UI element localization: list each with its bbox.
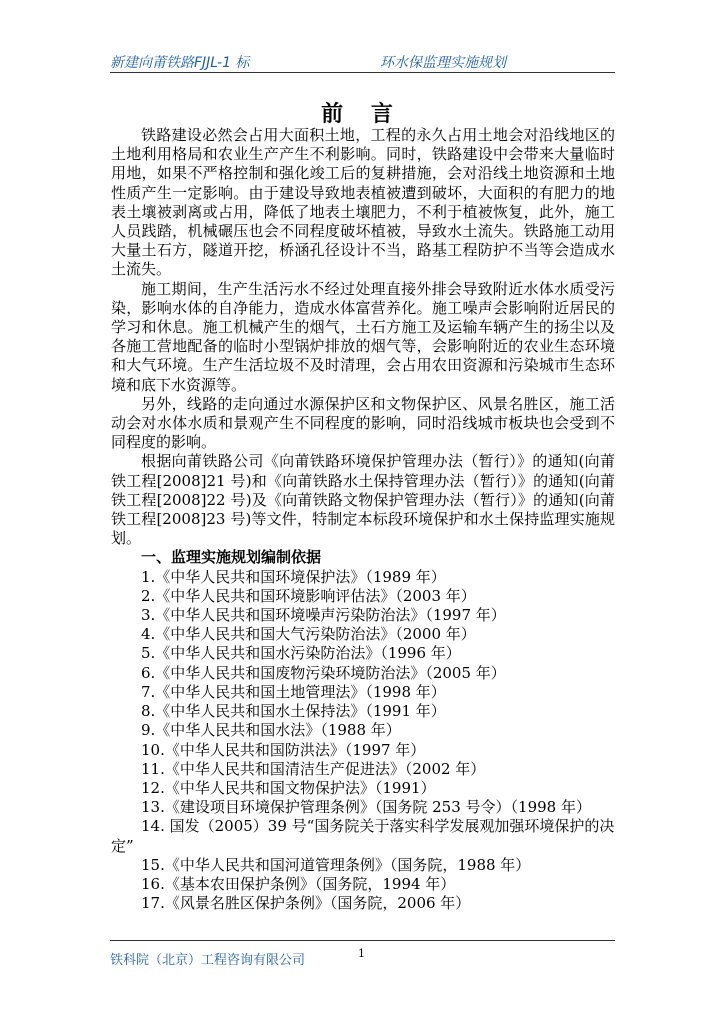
header-project-name: 新建向莆铁路FJJL-1 标 — [110, 55, 250, 71]
paragraph-construction-pollution: 施工期间，生产生活污水不经过处理直接外排会导致附近水体水质受污染，影响水体的自净能力，造成水体富营养化。施工噪声会影响附近居民的学习和休息。施工机械产生的烟气，土石方施工及运输车辆产生的扬尘以及各施工营地配备的临时小型锅炉排放的烟气等，会影响附近的农业生态环境和大气环境。生产生活垃圾不及时清理，会占用农田资源和污染城市生态环境和底下水资源等。 — [111, 279, 615, 394]
header-document-title: 环水保监理实施规划 — [380, 55, 506, 71]
reference-item: 12.《中华人民共和国文物保护法》（1991） — [141, 778, 436, 797]
reference-item: 13.《建设项目环境保护管理条例》（国务院 253 号令）（1998 年） — [141, 798, 591, 817]
reference-item: 11.《中华人民共和国清洁生产促进法》（2002 年） — [141, 759, 486, 778]
reference-item: 17.《风景名胜区保护条例》（国务院，2006 年） — [141, 894, 471, 913]
reference-item: 10.《中华人民共和国防洪法》（1997 年） — [141, 740, 426, 759]
reference-item: 9.《中华人民共和国水法》（1988 年） — [141, 721, 401, 740]
header-divider — [110, 72, 615, 73]
page-header — [110, 52, 615, 72]
reference-list — [111, 568, 615, 914]
document-body — [111, 126, 615, 913]
paragraph-basis-documents: 根据向莆铁路公司《向莆铁路环境保护管理办法（暂行）》的通知(向莆铁工程[2008]21 号)和《向莆铁路水土保持管理办法（暂行）》的通知(向莆铁工程[2008]22 号)及《向莆铁路文物保护管理办法（暂行）》的通知(向莆铁工程[2008]23 号)等文件，特制定本标段环境保护和水土保持监理实施规划。 — [111, 452, 615, 548]
page-title: 前 言 — [321, 101, 403, 127]
footer-company-name: 铁科院（北京）工程咨询有限公司 — [110, 953, 306, 968]
footer-divider — [110, 940, 615, 941]
reference-item: 1.《中华人民共和国环境保护法》（1989 年） — [141, 567, 446, 586]
reference-item: 8.《中华人民共和国水土保持法》（1991 年） — [141, 702, 446, 721]
reference-item: 4.《中华人民共和国大气污染防治法》（2000 年） — [141, 625, 476, 644]
reference-item: 6.《中华人民共和国废物污染环境防治法》（2005 年） — [141, 663, 506, 682]
reference-item: 3.《中华人民共和国环境噪声污染防治法》（1997 年） — [141, 606, 506, 625]
page-number: 1 — [358, 947, 365, 960]
section-heading: 一、监理实施规划编制依据 — [141, 548, 322, 567]
paragraph-protected-areas: 另外，线路的走向通过水源保护区和文物保护区、风景名胜区，施工活动会对水体水质和景观产生不同程度的影响，同时沿线城市板块也会受到不同程度的影响。 — [111, 394, 615, 452]
reference-item: 2.《中华人民共和国环境影响评估法》（2003 年） — [141, 586, 476, 605]
reference-item: 5.《中华人民共和国水污染防治法》（1996 年） — [141, 644, 461, 663]
reference-item: 15.《中华人民共和国河道管理条例》（国务院，1988 年） — [141, 855, 531, 874]
reference-item: 16.《基本农田保护条例》（国务院，1994 年） — [141, 874, 456, 893]
reference-item: 7.《中华人民共和国土地管理法》（1998 年） — [141, 682, 446, 701]
reference-item: 14. 国发（2005）39 号“国务院关于落实科学发展观加强环境保护的决定” — [111, 817, 615, 855]
paragraph-land-impact: 铁路建设必然会占用大面积土地，工程的永久占用土地会对沿线地区的土地利用格局和农业生产产生不利影响。同时，铁路建设中会带来大量临时用地，如果不严格控制和强化竣工后的复耕措施，会对沿线土地资源和土地性质产生一定影响。由于建设导致地表植被遭到破坏，大面积的有肥力的地表土壤被剥离或占用，降低了地表土壤肥力，不利于植被恢复，此外，施工人员践踏，机械碾压也会不同程度破坏植被，导致水土流失。铁路施工动用大量土石方，隧道开挖，桥涵孔径设计不当，路基工程防护不当等会造成水土流失。 — [111, 126, 615, 279]
